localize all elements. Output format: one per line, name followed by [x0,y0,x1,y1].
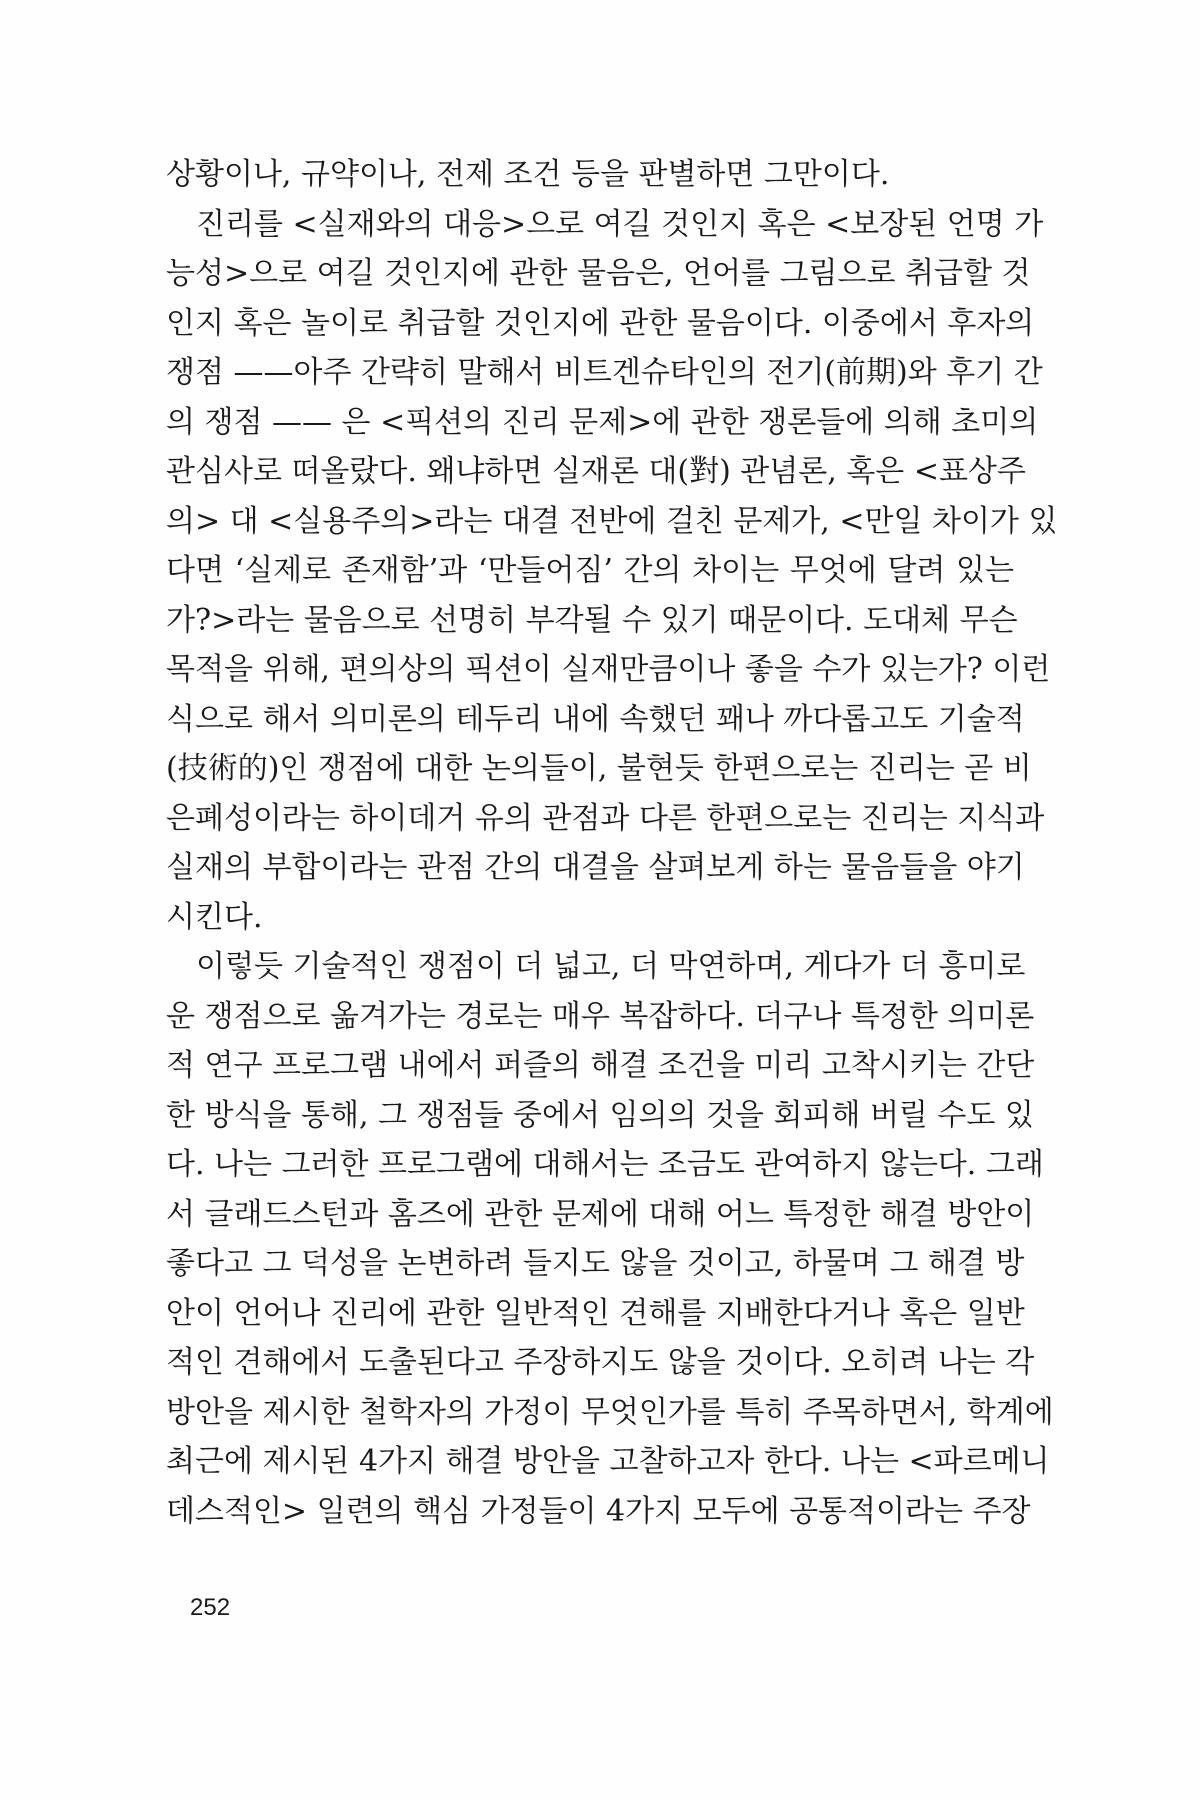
text-line: 의> 대 <실용주의>라는 대결 전반에 걸친 문제가, <만일 차이가 있 [166,503,1058,539]
text-line: 최근에 제시된 4가지 해결 방안을 고찰하고자 한다. 나는 <파르메니 [166,1444,1050,1479]
text-line: 서 글래드스턴과 홈즈에 관한 문제에 대해 어느 특정한 해결 방안이 [166,1196,1035,1232]
text-line: 관심사로 떠올랐다. 왜냐하면 실재론 대(對) 관념론, 혹은 <표상주 [166,454,1026,489]
text-line: 좋다고 그 덕성을 논변하려 들지도 않을 것이고, 하물며 그 해결 방 [166,1246,1025,1281]
text-line: 이렇듯 기술적인 쟁점이 더 넓고, 더 막연하며, 게다가 더 흥미로 [196,949,1026,984]
text-line: 방안을 제시한 철학자의 가정이 무엇인가를 특히 주목하면서, 학계에 [166,1394,1054,1430]
text-line: 적 연구 프로그램 내에서 퍼즐의 해결 조건을 미리 고착시키는 간단 [166,1048,1035,1083]
text-line: 목적을 위해, 편의상의 픽션이 실재만큼이나 좋을 수가 있는가? 이런 [166,652,1051,687]
text-line: 식으로 해서 의미론의 테두리 내에 속했던 꽤나 까다롭고도 기술적 [166,701,1025,737]
text-line: 데스적인> 일련의 핵심 가정들이 4가지 모두에 공통적이라는 주장 [166,1493,1031,1529]
text-line: 쟁점 ——아주 간략히 말해서 비트겐슈타인의 전기(前期)와 후기 간 [166,355,1043,390]
text-line: 의 쟁점 —— 은 <픽션의 진리 문제>에 관한 쟁론들에 의해 초미의 [166,404,1039,440]
text-line: 다면 ‘실제로 존재함’과 ‘만들어짐’ 간의 차이는 무엇에 달려 있는 [166,553,1014,588]
text-line: 가?>라는 물음으로 선명히 부각될 수 있기 때문이다. 도대체 무슨 [166,602,1018,638]
text-line: 은폐성이라는 하이데거 유의 관점과 다른 한편으로는 진리는 지식과 [166,800,1045,836]
text-line: 안이 언어나 진리에 관한 일반적인 견해를 지배한다거나 혹은 일반 [166,1295,1025,1331]
text-line: 시킨다. [166,899,263,935]
body-text [166,150,1058,1536]
text-line: (技術的)인 쟁점에 대한 논의들이, 불현듯 한편으로는 진리는 곧 비 [166,751,1032,786]
text-line: 진리를 <실재와의 대응>으로 여길 것인지 혹은 <보장된 언명 가 [196,206,1044,242]
text-line: 능성>으로 여길 것인지에 관한 물음은, 언어를 그림으로 취급할 것 [166,256,1031,291]
text-line: 한 방식을 통해, 그 쟁점들 중에서 임의의 것을 회피해 버릴 수도 있 [166,1097,1034,1133]
text-line: 적인 견해에서 도출된다고 주장하지도 않을 것이다. 오히려 나는 각 [166,1345,1035,1380]
text-line: 운 쟁점으로 옮겨가는 경로는 매우 복잡하다. 더구나 특정한 의미론 [166,998,1035,1034]
page-number: 252 [190,1594,231,1621]
text-line: 상황이나, 규약이나, 전제 조건 등을 판별하면 그만이다. [166,157,890,192]
text-line: 다. 나는 그러한 프로그램에 대해서는 조금도 관여하지 않는다. 그래 [166,1147,1044,1182]
text-line: 인지 혹은 놀이로 취급할 것인지에 관한 물음이다. 이중에서 후자의 [166,305,1035,341]
text-line: 실재의 부합이라는 관점 간의 대결을 살펴보게 하는 물음들을 야기 [166,850,1025,885]
